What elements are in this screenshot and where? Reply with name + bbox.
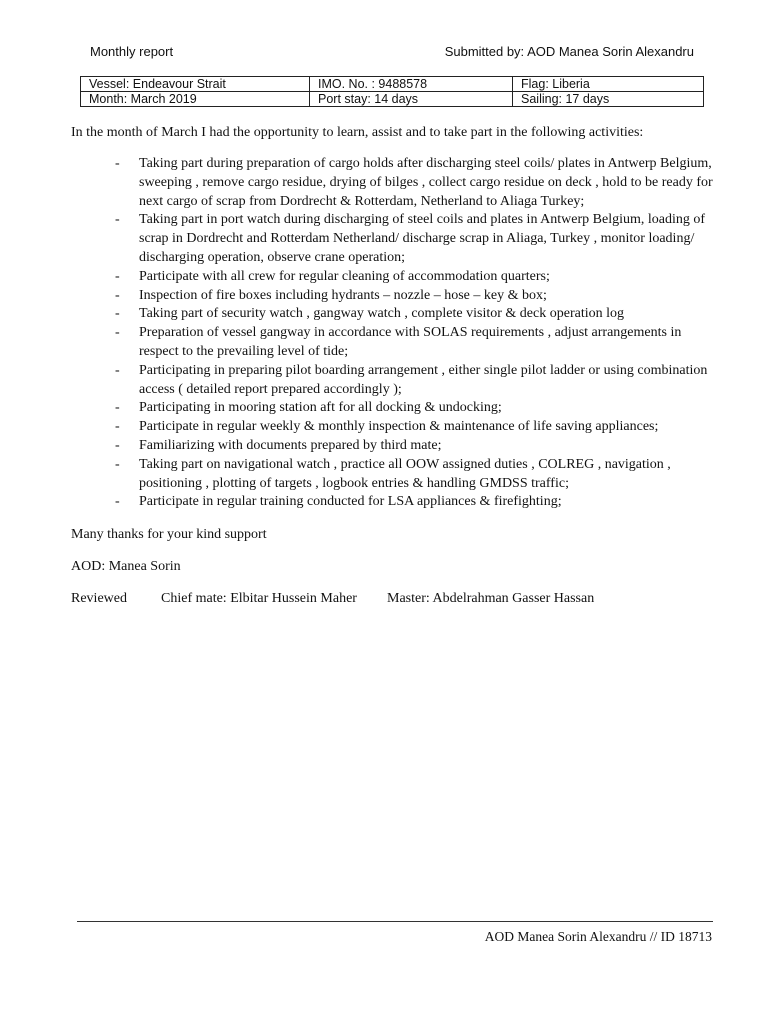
list-item [115, 211, 715, 267]
list-item-text: Taking part in port watch during discharging of steel coils and plates in Antwerp Belgium, loading of scrap in Dordrecht and Rotterdam Netherland/ discharge scrap in Aliaga, Turkey , monitor loading/ discharging operation, observe crane operation; [139, 212, 706, 265]
bullet-dash: - [115, 268, 120, 284]
footer-text: AOD Manea Sorin Alexandru // ID 18713 [484, 929, 712, 944]
list-item-text: Participating in mooring station aft for all docking & undocking; [139, 400, 502, 416]
footer-divider [77, 921, 713, 922]
bullet-dash: - [115, 287, 120, 303]
bullet-dash: - [115, 212, 120, 228]
bullet-dash: - [115, 419, 120, 435]
master-name: Master: Abdelrahman Gasser Hassan [387, 591, 595, 606]
vessel-info-table [80, 76, 704, 107]
list-item [115, 155, 715, 211]
bullet-dash: - [115, 456, 120, 472]
submitted-by: Submitted by: AOD Manea Sorin Alexandru [444, 44, 694, 59]
list-item-text: Participate with all crew for regular cleaning of accommodation quarters; [139, 268, 550, 284]
port-stay-cell: Port stay: 14 days [310, 92, 513, 107]
list-item [115, 268, 715, 287]
list-item [115, 493, 715, 512]
list-item [115, 324, 715, 362]
list-item [115, 287, 715, 306]
bullet-dash: - [115, 362, 120, 378]
bullet-dash: - [115, 156, 120, 171]
flag-cell: Flag: Liberia [513, 77, 704, 92]
list-item-text: Taking part of security watch , gangway watch , complete visitor & deck operation log [139, 306, 624, 322]
list-item [115, 456, 715, 494]
table-row [81, 77, 704, 92]
list-item [115, 418, 715, 437]
list-item [115, 362, 715, 400]
reviewed-label: Reviewed [71, 591, 127, 606]
table-row [81, 92, 704, 107]
list-item [115, 437, 715, 456]
signature-line: AOD: Manea Sorin [71, 559, 181, 574]
bullet-dash: - [115, 437, 120, 453]
list-item-text: Participate in regular weekly & monthly inspection & maintenance of life saving appliances; [139, 419, 659, 435]
report-title: Monthly report [90, 44, 174, 59]
bullet-dash: - [115, 400, 120, 416]
list-item-text: Familiarizing with documents prepared by third mate; [139, 437, 442, 453]
intro-paragraph: In the month of March I had the opportunity to learn, assist and to take part in the following activities: [71, 125, 644, 140]
list-item-text: Participating in preparing pilot boarding arrangement , either single pilot ladder or using combination access ( detailed report prepared accordingly ); [139, 362, 708, 397]
page-header [90, 44, 694, 64]
list-item-text: Taking part on navigational watch , practice all OOW assigned duties , COLREG , navigation , positioning , plotting of targets , logbook entries & handling GMDSS traffic; [139, 456, 671, 491]
bullet-dash: - [115, 325, 120, 341]
sailing-cell: Sailing: 17 days [513, 92, 704, 107]
thanks-line: Many thanks for your kind support [71, 527, 267, 542]
list-item-text: Taking part during preparation of cargo holds after discharging steel coils/ plates in Antwerp Belgium, sweeping , remove cargo residue, drying of bilges , collect cargo residue on deck , hold to be ready for next cargo of scrap from Dordrecht & Rotterdam, Netherland to Aliaga Turkey; [139, 156, 713, 209]
list-item-text: Inspection of fire boxes including hydrants – nozzle – hose – key & box; [139, 287, 547, 303]
list-item [115, 305, 715, 324]
bullet-dash: - [115, 306, 120, 322]
list-item-text: Participate in regular training conducted for LSA appliances & firefighting; [139, 494, 562, 510]
list-item-text: Preparation of vessel gangway in accordance with SOLAS requirements , adjust arrangements in respect to the prevailing level of tide; [139, 325, 682, 359]
chief-mate-name: Chief mate: Elbitar Hussein Maher [161, 591, 357, 606]
list-item [115, 399, 715, 418]
imo-cell: IMO. No. : 9488578 [310, 77, 513, 92]
vessel-cell: Vessel: Endeavour Strait [81, 77, 310, 92]
activity-list [115, 155, 715, 512]
month-cell: Month: March 2019 [81, 92, 310, 107]
bullet-dash: - [115, 494, 120, 510]
